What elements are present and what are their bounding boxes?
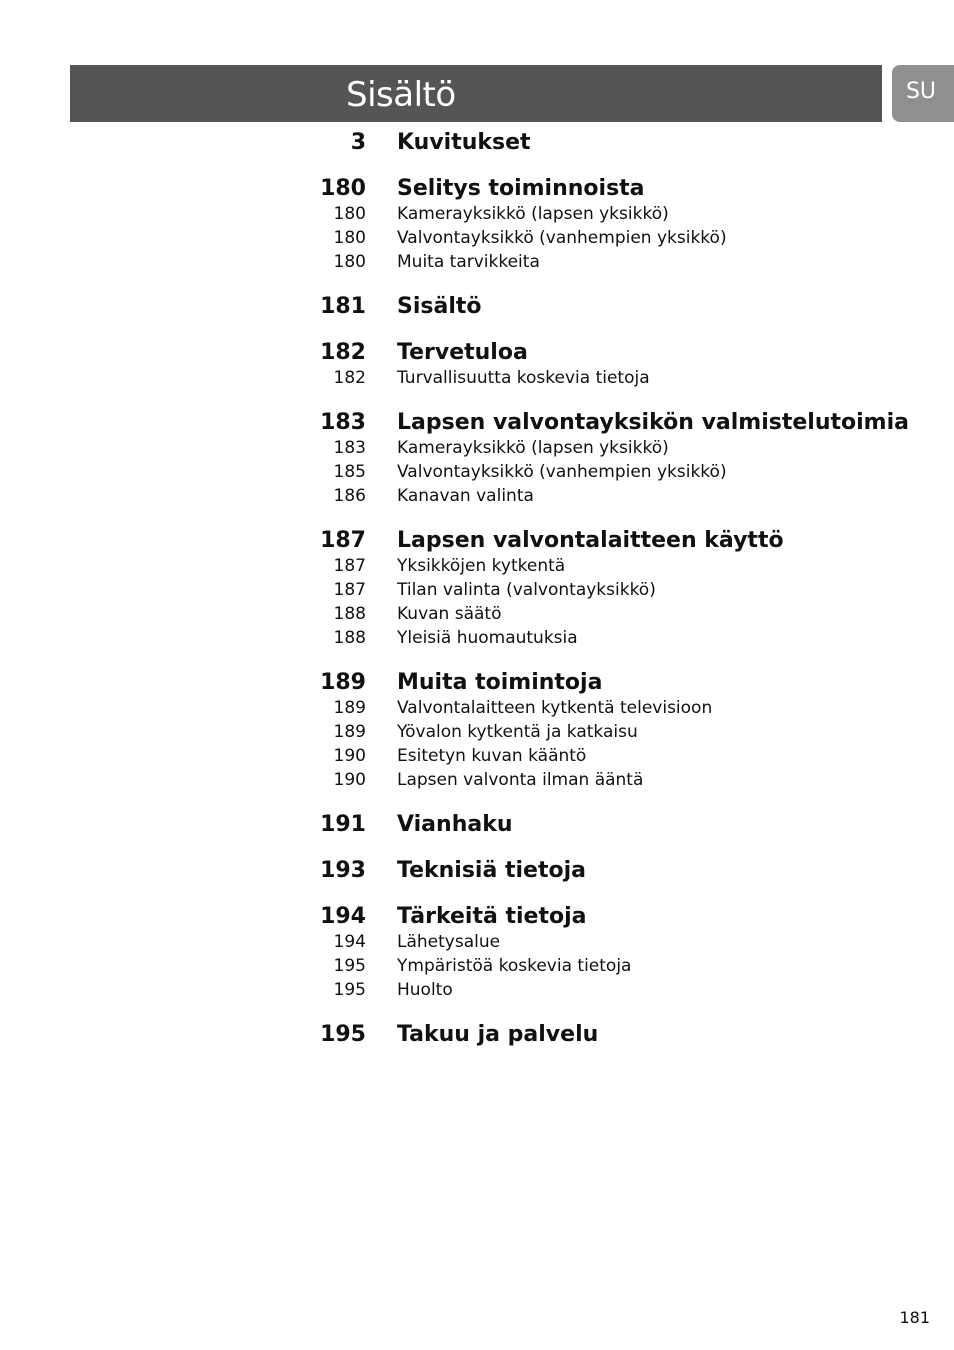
toc-subsection <box>0 698 954 722</box>
toc-chapter <box>0 856 954 886</box>
toc-subsection <box>0 628 954 652</box>
subsection-page-number: 189 <box>333 698 366 718</box>
subsection-page-number: 194 <box>333 932 366 952</box>
subsection-page-number: 195 <box>333 956 366 976</box>
toc-section <box>0 526 954 652</box>
page-number: 181 <box>899 1308 930 1327</box>
subsection-page-number: 187 <box>333 556 366 576</box>
chapter-title: Takuu ja palvelu <box>397 1022 599 1047</box>
subsection-page-number: 180 <box>333 252 366 272</box>
subsection-title: Valvontayksikkö (vanhempien yksikkö) <box>397 462 727 482</box>
toc-subsection <box>0 556 954 580</box>
chapter-page-number: 189 <box>320 670 366 695</box>
subsection-page-number: 187 <box>333 580 366 600</box>
chapter-page-number: 194 <box>320 904 366 929</box>
chapter-page-number: 195 <box>320 1022 366 1047</box>
toc-subsection <box>0 462 954 486</box>
chapter-page-number: 191 <box>320 812 366 837</box>
toc-chapter <box>0 668 954 698</box>
toc-chapter <box>0 810 954 840</box>
chapter-page-number: 180 <box>320 176 366 201</box>
subsection-title: Muita tarvikkeita <box>397 252 540 272</box>
toc-section <box>0 1020 954 1050</box>
subsection-page-number: 182 <box>333 368 366 388</box>
toc-subsection <box>0 368 954 392</box>
toc-subsection <box>0 932 954 956</box>
toc-subsection <box>0 980 954 1004</box>
subsection-page-number: 185 <box>333 462 366 482</box>
subsection-title: Yleisiä huomautuksia <box>397 628 578 648</box>
toc-subsection <box>0 204 954 228</box>
language-code: SU <box>905 79 937 104</box>
subsection-title: Valvontalaitteen kytkentä televisioon <box>397 698 713 718</box>
subsection-page-number: 188 <box>333 604 366 624</box>
title-bar <box>70 65 882 122</box>
toc-subsection <box>0 580 954 604</box>
subsection-page-number: 180 <box>333 204 366 224</box>
subsection-title: Yksikköjen kytkentä <box>397 556 566 576</box>
toc-chapter <box>0 338 954 368</box>
chapter-title: Lapsen valvontayksikön valmistelutoimia <box>397 410 909 435</box>
subsection-title: Kuvan säätö <box>397 604 502 624</box>
subsection-page-number: 190 <box>333 746 366 766</box>
toc-section <box>0 902 954 1004</box>
subsection-page-number: 186 <box>333 486 366 506</box>
toc-chapter <box>0 408 954 438</box>
toc-subsection <box>0 604 954 628</box>
toc-subsection <box>0 770 954 794</box>
toc-chapter <box>0 1020 954 1050</box>
subsection-title: Kamerayksikkö (lapsen yksikkö) <box>397 204 669 224</box>
subsection-title: Valvontayksikkö (vanhempien yksikkö) <box>397 228 727 248</box>
subsection-title: Lähetysalue <box>397 932 501 952</box>
subsection-title: Huolto <box>397 980 453 1000</box>
toc-subsection <box>0 252 954 276</box>
chapter-page-number: 3 <box>350 130 366 155</box>
chapter-title: Muita toimintoja <box>397 670 603 695</box>
subsection-page-number: 183 <box>333 438 366 458</box>
subsection-page-number: 189 <box>333 722 366 742</box>
subsection-page-number: 190 <box>333 770 366 790</box>
toc-chapter <box>0 174 954 204</box>
subsection-title: Esitetyn kuvan kääntö <box>397 746 587 766</box>
chapter-page-number: 182 <box>320 340 366 365</box>
toc-subsection <box>0 228 954 252</box>
toc-chapter <box>0 128 954 158</box>
chapter-title: Tärkeitä tietoja <box>397 904 587 929</box>
toc-section <box>0 338 954 392</box>
subsection-title: Lapsen valvonta ilman ääntä <box>397 770 644 790</box>
toc-section <box>0 292 954 322</box>
chapter-title: Vianhaku <box>397 812 513 837</box>
subsection-page-number: 188 <box>333 628 366 648</box>
toc-subsection <box>0 438 954 462</box>
subsection-title: Tilan valinta (valvontayksikkö) <box>397 580 656 600</box>
page-title: Sisältö <box>346 75 456 115</box>
toc-subsection <box>0 722 954 746</box>
toc-section <box>0 408 954 510</box>
toc-chapter <box>0 292 954 322</box>
toc-section <box>0 128 954 158</box>
subsection-title: Turvallisuutta koskevia tietoja <box>397 368 650 388</box>
subsection-title: Kamerayksikkö (lapsen yksikkö) <box>397 438 669 458</box>
chapter-page-number: 183 <box>320 410 366 435</box>
chapter-title: Teknisiä tietoja <box>397 858 586 883</box>
subsection-title: Kanavan valinta <box>397 486 534 506</box>
chapter-page-number: 193 <box>320 858 366 883</box>
language-tab <box>892 65 954 122</box>
toc-section <box>0 810 954 840</box>
chapter-page-number: 187 <box>320 528 366 553</box>
subsection-title: Yövalon kytkentä ja katkaisu <box>397 722 638 742</box>
toc-section <box>0 668 954 794</box>
chapter-title: Kuvitukset <box>397 130 531 155</box>
subsection-page-number: 195 <box>333 980 366 1000</box>
subsection-page-number: 180 <box>333 228 366 248</box>
chapter-title: Tervetuloa <box>397 340 528 365</box>
subsection-title: Ympäristöä koskevia tietoja <box>397 956 632 976</box>
toc-chapter <box>0 902 954 932</box>
toc-section <box>0 174 954 276</box>
table-of-contents <box>0 128 954 1066</box>
toc-subsection <box>0 956 954 980</box>
toc-chapter <box>0 526 954 556</box>
chapter-title: Sisältö <box>397 294 482 319</box>
toc-subsection <box>0 746 954 770</box>
chapter-title: Lapsen valvontalaitteen käyttö <box>397 528 784 553</box>
chapter-title: Selitys toiminnoista <box>397 176 645 201</box>
chapter-page-number: 181 <box>320 294 366 319</box>
toc-subsection <box>0 486 954 510</box>
toc-section <box>0 856 954 886</box>
